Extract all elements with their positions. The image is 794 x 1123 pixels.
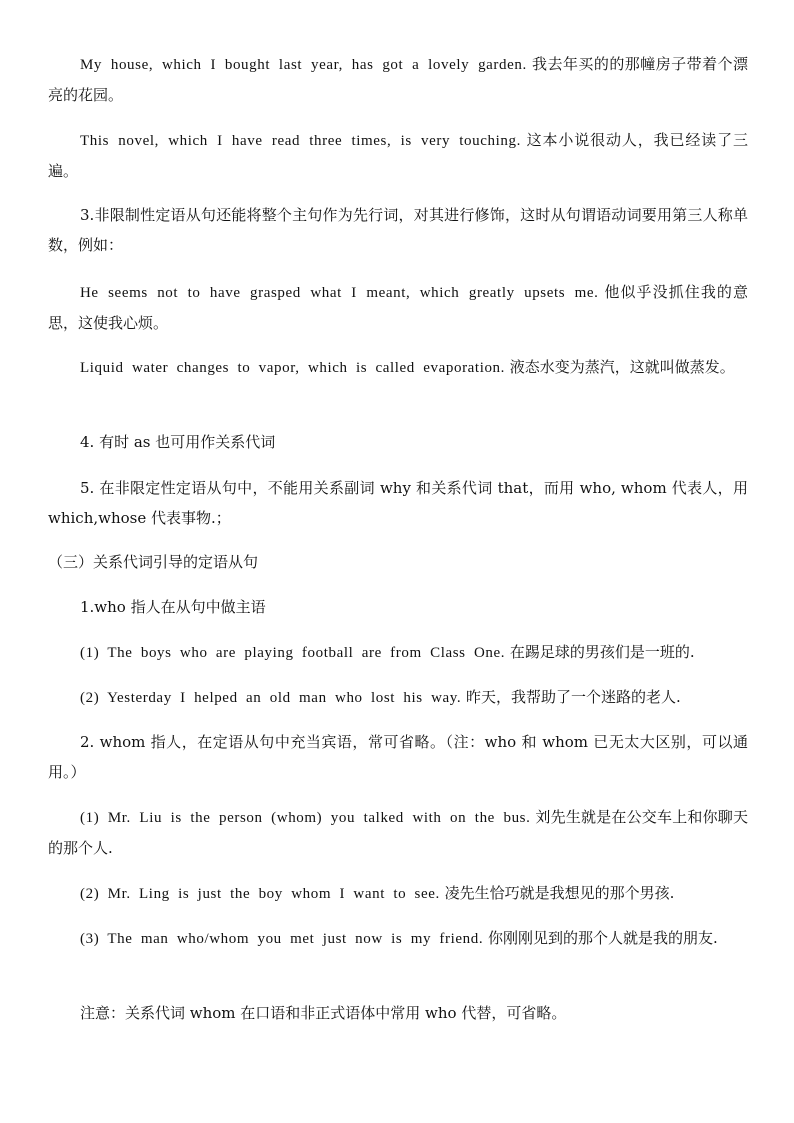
english-sentence: He seems not to have grasped what I meant, which greatly upsets me.	[80, 285, 599, 301]
note-text: 注意：关系代词 whom 在口语和非正式语体中常用 who 代替，可省略。	[80, 1004, 567, 1022]
rule-text: 2. whom 指人，在定语从句中充当宾语，常可省略。（注：who 和 whom 已无太大区别，可以通用。）	[48, 733, 748, 781]
paragraph-example-mr-ling	[48, 878, 748, 909]
rule-text: 1.who 指人在从句中做主语	[80, 598, 266, 616]
chinese-translation: 凌先生恰巧就是我想见的那个男孩.	[439, 884, 675, 902]
paragraph-example-grasped	[48, 277, 748, 338]
paragraph-example-mr-liu	[48, 802, 748, 863]
paragraph-example-novel	[48, 125, 748, 186]
paragraph-rule-5	[48, 473, 748, 533]
paragraph-rule-3	[48, 200, 748, 260]
chinese-translation: 在踢足球的男孩们是一班的.	[505, 643, 695, 661]
document-page	[48, 0, 748, 1123]
chinese-translation: 我去年买的的那幢房子带着个漂亮的花园。	[48, 55, 748, 104]
paragraph-example-boys	[48, 637, 748, 668]
chinese-translation: 你刚刚见到的那个人就是我的朋友.	[483, 929, 718, 947]
english-sentence: (3) The man who/whom you met just now is my friend.	[80, 931, 484, 947]
rule-text: 3.非限制性定语从句还能将整个主句作为先行词，对其进行修饰，这时从句谓语动词要用第三人称单数，例如：	[48, 206, 748, 254]
paragraph-note	[48, 998, 748, 1028]
chinese-translation: 液态水变为蒸汽，这就叫做蒸发。	[505, 358, 735, 376]
paragraph-example-old-man	[48, 682, 748, 713]
english-sentence: (1) The boys who are playing football are from Class One.	[80, 645, 506, 661]
chinese-translation: 这本小说很动人，我已经读了三遍。	[48, 131, 748, 180]
paragraph-rule-4	[48, 427, 748, 457]
chinese-translation: 刘先生就是在公交车上和你聊天的那个人.	[48, 808, 748, 857]
paragraph-whom-object	[48, 727, 748, 787]
english-sentence: (2) Mr. Ling is just the boy whom I want to see.	[80, 886, 440, 902]
english-sentence: My house, which I bought last year, has got a lovely garden.	[80, 57, 527, 73]
english-sentence: Liquid water changes to vapor, which is called evaporation.	[80, 360, 506, 376]
paragraph-example-house	[48, 49, 748, 110]
rule-text: 4. 有时 as 也可用作关系代词	[80, 433, 276, 451]
english-sentence: (2) Yesterday I helped an old man who lost his way.	[80, 690, 462, 706]
rule-text: 5. 在非限定性定语从句中，不能用关系副词 why 和关系代词 that，而用 who, whom 代表人，用 which,whose 代表事物.；	[48, 479, 748, 527]
section-heading-text: （三）关系代词引导的定语从句	[48, 553, 259, 571]
section-heading-3	[48, 547, 748, 577]
english-sentence: This novel, which I have read three times, is very touching.	[80, 133, 521, 149]
chinese-translation: 昨天，我帮助了一个迷路的老人.	[461, 688, 681, 706]
english-sentence: (1) Mr. Liu is the person (whom) you talked with on the bus.	[80, 810, 531, 826]
chinese-translation: 他似乎没抓住我的意思，这使我心烦。	[48, 283, 748, 332]
paragraph-example-vapor	[48, 352, 748, 383]
paragraph-example-friend	[48, 923, 748, 954]
paragraph-who-subject	[48, 592, 748, 622]
